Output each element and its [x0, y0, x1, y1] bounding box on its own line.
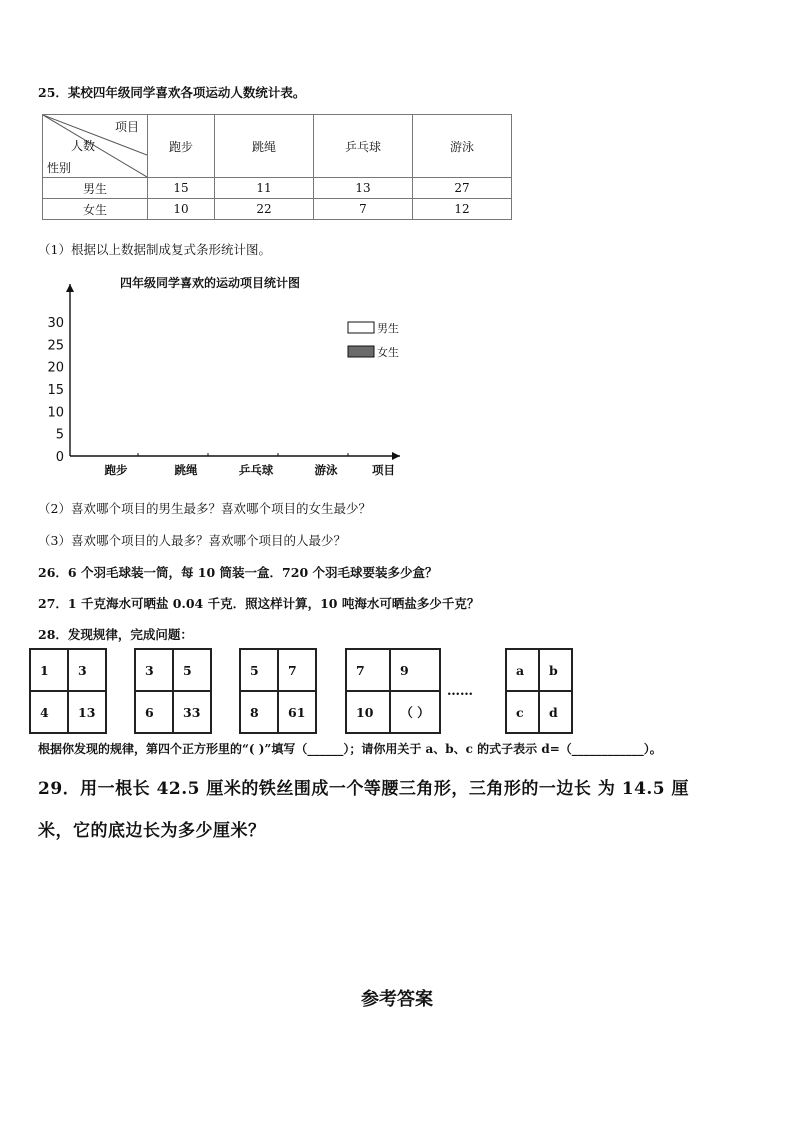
- x-axis-arrow: [392, 452, 400, 460]
- q25-title: 25．某校四年级同学喜欢各项运动人数统计表。: [38, 85, 306, 100]
- answers-title: 参考答案: [361, 989, 433, 1010]
- header-cell: 游泳: [413, 115, 512, 178]
- q25-sub1: （1）根据以上数据制成复式条形统计图。: [38, 242, 271, 257]
- header-cell: 跳绳: [215, 115, 314, 178]
- corner-label-item: 项目: [114, 120, 139, 134]
- table-cell: 7: [314, 199, 413, 220]
- table-cell: 15: [148, 178, 215, 199]
- table-corner-cell: [43, 115, 148, 178]
- q25-sub2: （2）喜欢哪个项目的男生最多？喜欢哪个项目的女生最少？: [38, 501, 371, 516]
- chart-canvas: [40, 270, 420, 480]
- box-cell: 61: [278, 691, 316, 733]
- sports-stats-table: [42, 114, 512, 220]
- answer-blank-cell[interactable]: （ ）: [390, 691, 440, 733]
- box-cell: d: [539, 691, 572, 733]
- pattern-box-1: [29, 648, 107, 734]
- q26-text: 26．6 个羽毛球装一筒，每 10 筒装一盒．720 个羽毛球要装多少盒？: [38, 565, 438, 580]
- y-tick-label: 25: [47, 338, 64, 354]
- pattern-box-letters: [505, 648, 573, 734]
- q27-text: 27．1 千克海水可晒盐 0.04 千克．照这样计算，10 吨海水可晒盐多少千克？: [38, 596, 480, 611]
- box-cell: b: [539, 649, 572, 691]
- row-label: 男生: [43, 178, 148, 199]
- legend-swatch: [348, 346, 374, 357]
- y-tick-label: 5: [55, 427, 64, 443]
- q29-line1: 29．用一根长 42.5 厘米的铁丝围成一个等腰三角形，三角形的一边长 为 14.5 厘: [38, 779, 690, 799]
- y-tick-label: 15: [47, 383, 64, 398]
- q29-line2: 米，它的底边长为多少厘米？: [38, 821, 266, 841]
- legend-label: 男生: [377, 322, 399, 335]
- q28-question: 根据你发现的规律，第四个正方形里的“( )”填写（______）；请你用关于 a、b、c 的式子表示 d=（____________）。: [38, 742, 662, 756]
- x-axis-label: 项目: [372, 463, 395, 477]
- y-tick-label: 0: [55, 450, 64, 465]
- box-cell: 10: [346, 691, 390, 733]
- table-cell: 13: [314, 178, 413, 199]
- legend-swatch: [348, 322, 374, 333]
- y-tick-label: 30: [47, 316, 64, 331]
- table-cell: 22: [215, 199, 314, 220]
- ellipsis: ……: [447, 684, 473, 699]
- x-tick-label: 跳绳: [174, 463, 198, 477]
- table-cell: 11: [215, 178, 314, 199]
- box-cell: 7: [278, 649, 316, 691]
- row-label: 女生: [43, 199, 148, 220]
- box-cell: 9: [390, 649, 440, 691]
- box-cell: a: [506, 649, 539, 691]
- y-tick-label: 10: [47, 405, 64, 421]
- box-cell: 33: [173, 691, 211, 733]
- box-cell: c: [506, 691, 539, 733]
- box-cell: 6: [135, 691, 173, 733]
- chart-title: 四年级同学喜欢的运动项目统计图: [120, 276, 301, 290]
- corner-label-gender: 性别: [47, 161, 72, 175]
- table-cell: 10: [148, 199, 215, 220]
- pattern-box-3: [239, 648, 317, 734]
- box-cell: 7: [346, 649, 390, 691]
- legend-label: 女生: [377, 346, 399, 359]
- table-cell: 12: [413, 199, 512, 220]
- box-cell: 3: [135, 649, 173, 691]
- x-tick-label: 跑步: [104, 463, 128, 477]
- x-tick-label: 游泳: [314, 463, 338, 477]
- table-cell: 27: [413, 178, 512, 199]
- box-cell: 13: [68, 691, 106, 733]
- box-cell: 4: [30, 691, 68, 733]
- header-cell: 跑步: [148, 115, 215, 178]
- corner-label-count: 人数: [71, 139, 96, 153]
- y-axis-arrow: [66, 284, 74, 292]
- pattern-box-2: [134, 648, 212, 734]
- y-tick-label: 20: [47, 360, 64, 376]
- q25-sub3: （3）喜欢哪个项目的人最多？喜欢哪个项目的人最少？: [38, 533, 346, 548]
- x-tick-label: 乒乓球: [238, 463, 274, 477]
- box-cell: 8: [240, 691, 278, 733]
- q28-title: 28．发现规律，完成问题：: [38, 627, 193, 642]
- box-cell: 5: [173, 649, 211, 691]
- pattern-box-4: [345, 648, 441, 734]
- box-cell: 1: [30, 649, 68, 691]
- header-cell: 乒乓球: [314, 115, 413, 178]
- box-cell: 3: [68, 649, 106, 691]
- bar-chart: [40, 270, 420, 484]
- box-cell: 5: [240, 649, 278, 691]
